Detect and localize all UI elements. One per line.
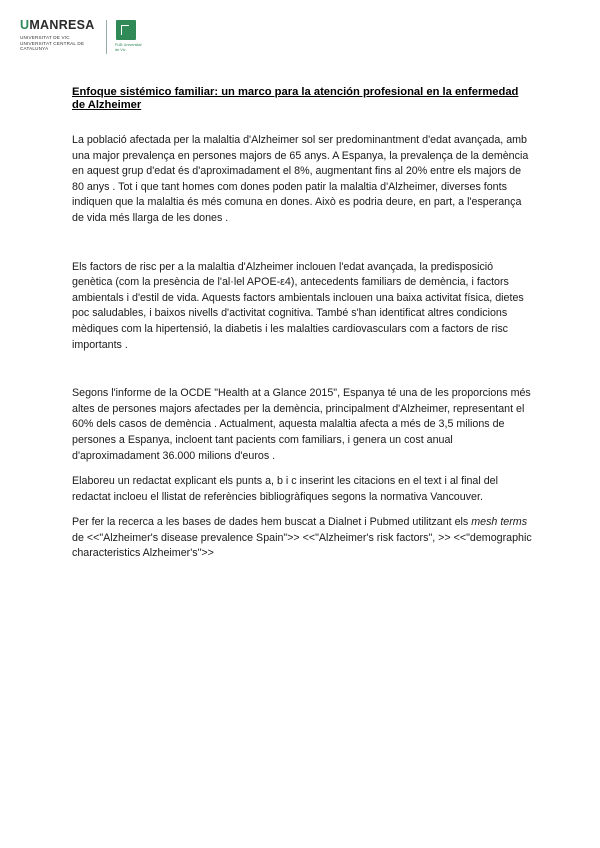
- paragraph-ocde-report: Segons l'informe de la OCDE "Health at a Glance 2015", Espanya té una de les proporcions més altes de persones majors afectades per la demència, principalment d'Alzheimer, representant el 60% dels casos de demència . Actualment, aquesta malaltia afecta a més de 3,5 milions de persones a Espanya, incloent tant pacients com familiars, i genera un cost anual d'aproximadament 36.000 milions d'euros .: [72, 387, 531, 462]
- paragraph-population: La població afectada per la malaltia d'Alzheimer sol ser predominantment d'edat avançada, amb una major prevalença en persones majors de 65 anys. A Espanya, la prevalença de la demència en aquest grup d'edat és d'aproximadament el 8%, augmentant fins al 20% entre els majors de 80 anys . Tot i que tant homes com dones poden patir la malaltia d'Alzheimer, diverses fonts indiquen que la malaltia és més comuna en dones. Això es podria deure, en part, a l'esperança de vida més llarga de les dones .: [72, 134, 529, 224]
- paragraph-gap: [72, 353, 532, 386]
- mesh-terms-emphasis: mesh terms: [471, 516, 528, 529]
- university-emblem-icon: [116, 20, 136, 40]
- document-title: Enfoque sistémico familiar: un marco para la atención profesional en la enfermedad de Alzheimer: [72, 86, 519, 111]
- document-body: [72, 86, 532, 562]
- logo-wordmark: UMANRESA: [20, 18, 95, 32]
- paragraph-gap: [72, 227, 532, 260]
- paragraph-risk-factors: Els factors de risc per a la malaltia d'Alzheimer inclouen l'edat avançada, la predisposició genètica (com la presència de l'al·lel APOE-ε4), antecedents familiars de demència, i factors ambientals i d'estil de vida. Aquests factors ambientals inclouen una baixa activitat física, dietes poc saludables, i baixos nivells d'activitat cognitiva. També s'han identificat altres condicions mèdiques com la hipertensió, la diabetis i les malalties cardiovasculars com a factors de risc importants .: [72, 260, 524, 351]
- university-logo: [20, 18, 142, 58]
- logo-subtitle: UNIVERSITAT DE VIC UNIVERSITAT CENTRAL DE CATALUNYA: [20, 35, 85, 52]
- paragraph-search-method: Per fer la recerca a les bases de dades hem buscat a Dialnet i Pubmed utilitzant els mesh terms de <<"Alzheimer's disease prevalence Spain">> <<"Alzheimer's risk factors", >> <<"demographic characteristics Alzheimer's">>: [72, 516, 532, 560]
- logo-mark-caption: FUB Universitat de Vic: [115, 43, 142, 52]
- paragraph-gap: [72, 464, 532, 474]
- paragraph-gap: [72, 505, 532, 515]
- logo-divider: [106, 20, 107, 54]
- paragraph-instructions: Elaboreu un redactat explicant els punts a, b i c inserint les citacions en el text i al final del redactat incloeu el llistat de referències bibliogràfiques segons la normativa Vancouver.: [72, 475, 498, 503]
